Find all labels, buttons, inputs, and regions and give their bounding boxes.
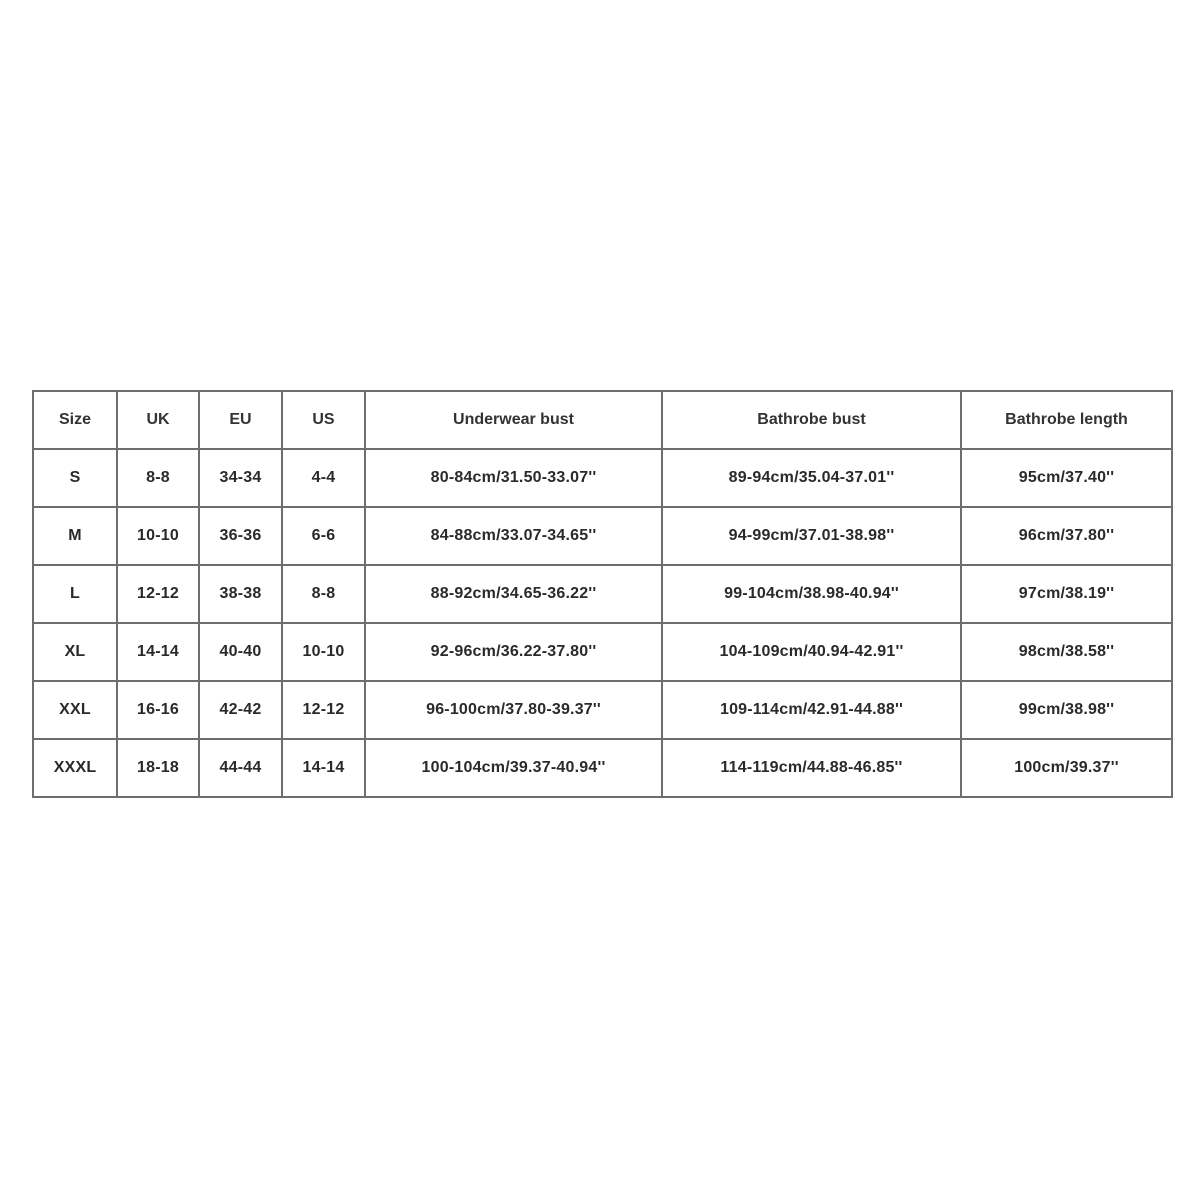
cell-uk: 10-10 (117, 507, 199, 565)
cell-eu: 42-42 (199, 681, 282, 739)
cell-underwear-bust: 80-84cm/31.50-33.07'' (365, 449, 662, 507)
table-row (33, 449, 1172, 507)
cell-size: L (33, 565, 117, 623)
cell-bathrobe-length: 99cm/38.98'' (961, 681, 1172, 739)
cell-uk: 8-8 (117, 449, 199, 507)
table-row (33, 565, 1172, 623)
cell-eu: 44-44 (199, 739, 282, 797)
cell-eu: 40-40 (199, 623, 282, 681)
cell-underwear-bust: 84-88cm/33.07-34.65'' (365, 507, 662, 565)
cell-bathrobe-length: 97cm/38.19'' (961, 565, 1172, 623)
cell-us: 8-8 (282, 565, 365, 623)
column-header-size: Size (33, 391, 117, 449)
cell-bathrobe-length: 96cm/37.80'' (961, 507, 1172, 565)
cell-uk: 14-14 (117, 623, 199, 681)
cell-underwear-bust: 100-104cm/39.37-40.94'' (365, 739, 662, 797)
cell-eu: 36-36 (199, 507, 282, 565)
cell-eu: 34-34 (199, 449, 282, 507)
cell-size: S (33, 449, 117, 507)
size-chart-table (32, 390, 1173, 798)
cell-size: XL (33, 623, 117, 681)
cell-us: 10-10 (282, 623, 365, 681)
cell-underwear-bust: 92-96cm/36.22-37.80'' (365, 623, 662, 681)
cell-uk: 18-18 (117, 739, 199, 797)
cell-uk: 16-16 (117, 681, 199, 739)
table-row (33, 681, 1172, 739)
cell-bathrobe-bust: 114-119cm/44.88-46.85'' (662, 739, 961, 797)
cell-eu: 38-38 (199, 565, 282, 623)
cell-bathrobe-bust: 89-94cm/35.04-37.01'' (662, 449, 961, 507)
cell-underwear-bust: 96-100cm/37.80-39.37'' (365, 681, 662, 739)
cell-bathrobe-bust: 109-114cm/42.91-44.88'' (662, 681, 961, 739)
column-header-bathrobe-bust: Bathrobe bust (662, 391, 961, 449)
table-row (33, 507, 1172, 565)
cell-bathrobe-bust: 94-99cm/37.01-38.98'' (662, 507, 961, 565)
cell-size: XXL (33, 681, 117, 739)
table-header-row (33, 391, 1172, 449)
cell-us: 14-14 (282, 739, 365, 797)
table-row (33, 623, 1172, 681)
table-row (33, 739, 1172, 797)
cell-bathrobe-length: 100cm/39.37'' (961, 739, 1172, 797)
cell-bathrobe-bust: 99-104cm/38.98-40.94'' (662, 565, 961, 623)
column-header-eu: EU (199, 391, 282, 449)
cell-us: 4-4 (282, 449, 365, 507)
cell-us: 12-12 (282, 681, 365, 739)
cell-bathrobe-length: 95cm/37.40'' (961, 449, 1172, 507)
column-header-uk: UK (117, 391, 199, 449)
cell-us: 6-6 (282, 507, 365, 565)
cell-size: XXXL (33, 739, 117, 797)
cell-bathrobe-length: 98cm/38.58'' (961, 623, 1172, 681)
column-header-underwear-bust: Underwear bust (365, 391, 662, 449)
cell-underwear-bust: 88-92cm/34.65-36.22'' (365, 565, 662, 623)
column-header-us: US (282, 391, 365, 449)
cell-uk: 12-12 (117, 565, 199, 623)
cell-size: M (33, 507, 117, 565)
column-header-bathrobe-length: Bathrobe length (961, 391, 1172, 449)
cell-bathrobe-bust: 104-109cm/40.94-42.91'' (662, 623, 961, 681)
